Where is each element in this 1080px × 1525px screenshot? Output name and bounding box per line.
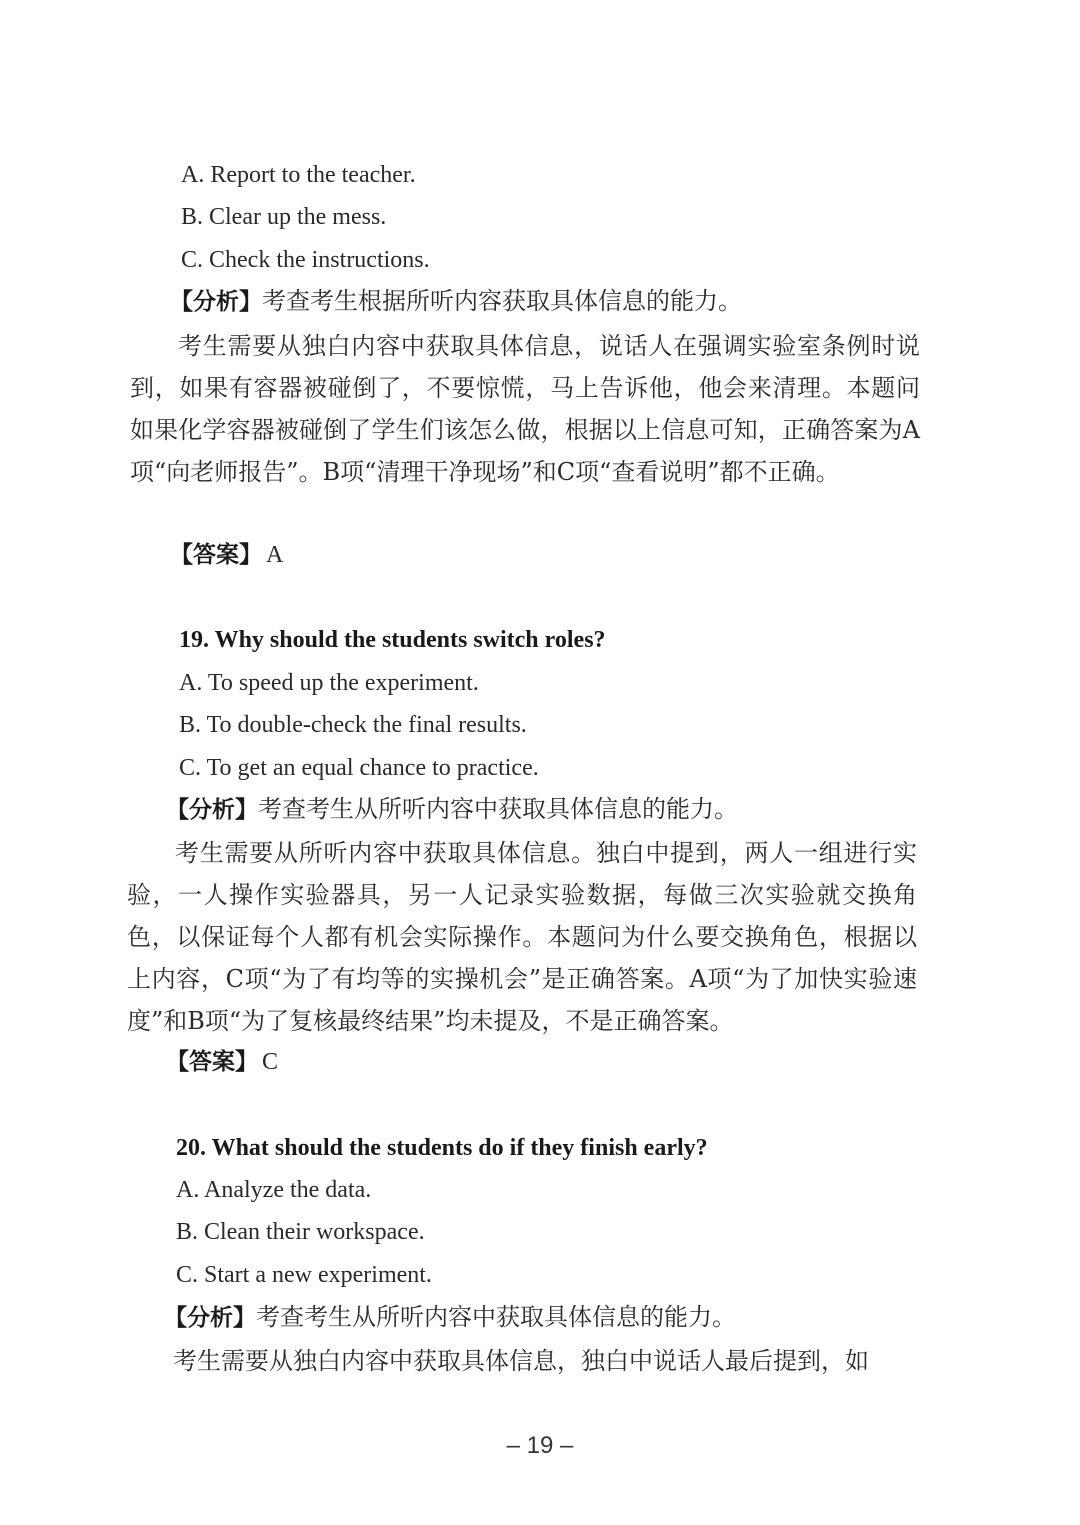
analysis-title: 考查考生从所听内容中获取具体信息的能力。 [258,795,738,823]
answer-label: 【答案】 [166,1049,258,1075]
q18-option-a: A. Report to the teacher. [181,162,416,188]
q19-option-a: A. To speed up the experiment. [179,670,479,696]
q18-analysis-heading [170,289,742,314]
q20-question: 20. What should the students do if they finish early? [176,1135,708,1161]
q19-analysis-heading [166,797,738,822]
analysis-label: 【分析】 [170,289,262,315]
analysis-label: 【分析】 [166,797,258,823]
q20-analysis-body: 考生需要从独白内容中获取具体信息，独白中说话人最后提到，如 [173,1347,869,1375]
q18-analysis-body: 考生需要从独白内容中获取具体信息，说话人在强调实验室条例时说到，如果有容器被碰倒了，不要惊慌，马上告诉他，他会来清理。本题问如果化学容器被碰倒了学生们该怎么做，根据以上信息可知，正确答案为A项“向老师报告”。B项“清理干净现场”和C项“查看说明”都不正确。 [130,332,920,486]
q19-question: 19. Why should the students switch roles? [179,627,606,653]
q20-option-a: A. Analyze the data. [176,1177,372,1203]
answer-value: A [266,542,284,568]
q20-option-b: B. Clean their workspace. [176,1219,425,1245]
q18-option-b: B. Clear up the mess. [181,204,387,230]
page-number: – 19 – [506,1432,574,1459]
answer-label: 【答案】 [170,542,262,568]
q18-answer [170,543,283,567]
q19-analysis-body: 考生需要从所听内容中获取具体信息。独白中提到，两人一组进行实验，一人操作实验器具，另一人记录实验数据，每做三次实验就交换角色，以保证每个人都有机会实际操作。本题问为什么要交换角色，根据以上内容，C项“为了有均等的实操机会”是正确答案。A项“为了加快实验速度”和B项“为了复核最终结果”均未提及，不是正确答案。 [127,839,917,1035]
q19-option-c: C. To get an equal chance to practice. [179,755,539,781]
analysis-title: 考查考生从所听内容中获取具体信息的能力。 [256,1303,736,1331]
q18-option-c: C. Check the instructions. [181,247,430,273]
q19-answer [166,1050,278,1074]
analysis-label: 【分析】 [164,1305,256,1331]
analysis-title: 考查考生根据所听内容获取具体信息的能力。 [262,287,742,315]
q19-option-b: B. To double-check the final results. [179,712,527,738]
q20-analysis-heading [164,1305,736,1330]
answer-value: C [262,1049,279,1075]
q20-option-c: C. Start a new experiment. [176,1262,432,1288]
